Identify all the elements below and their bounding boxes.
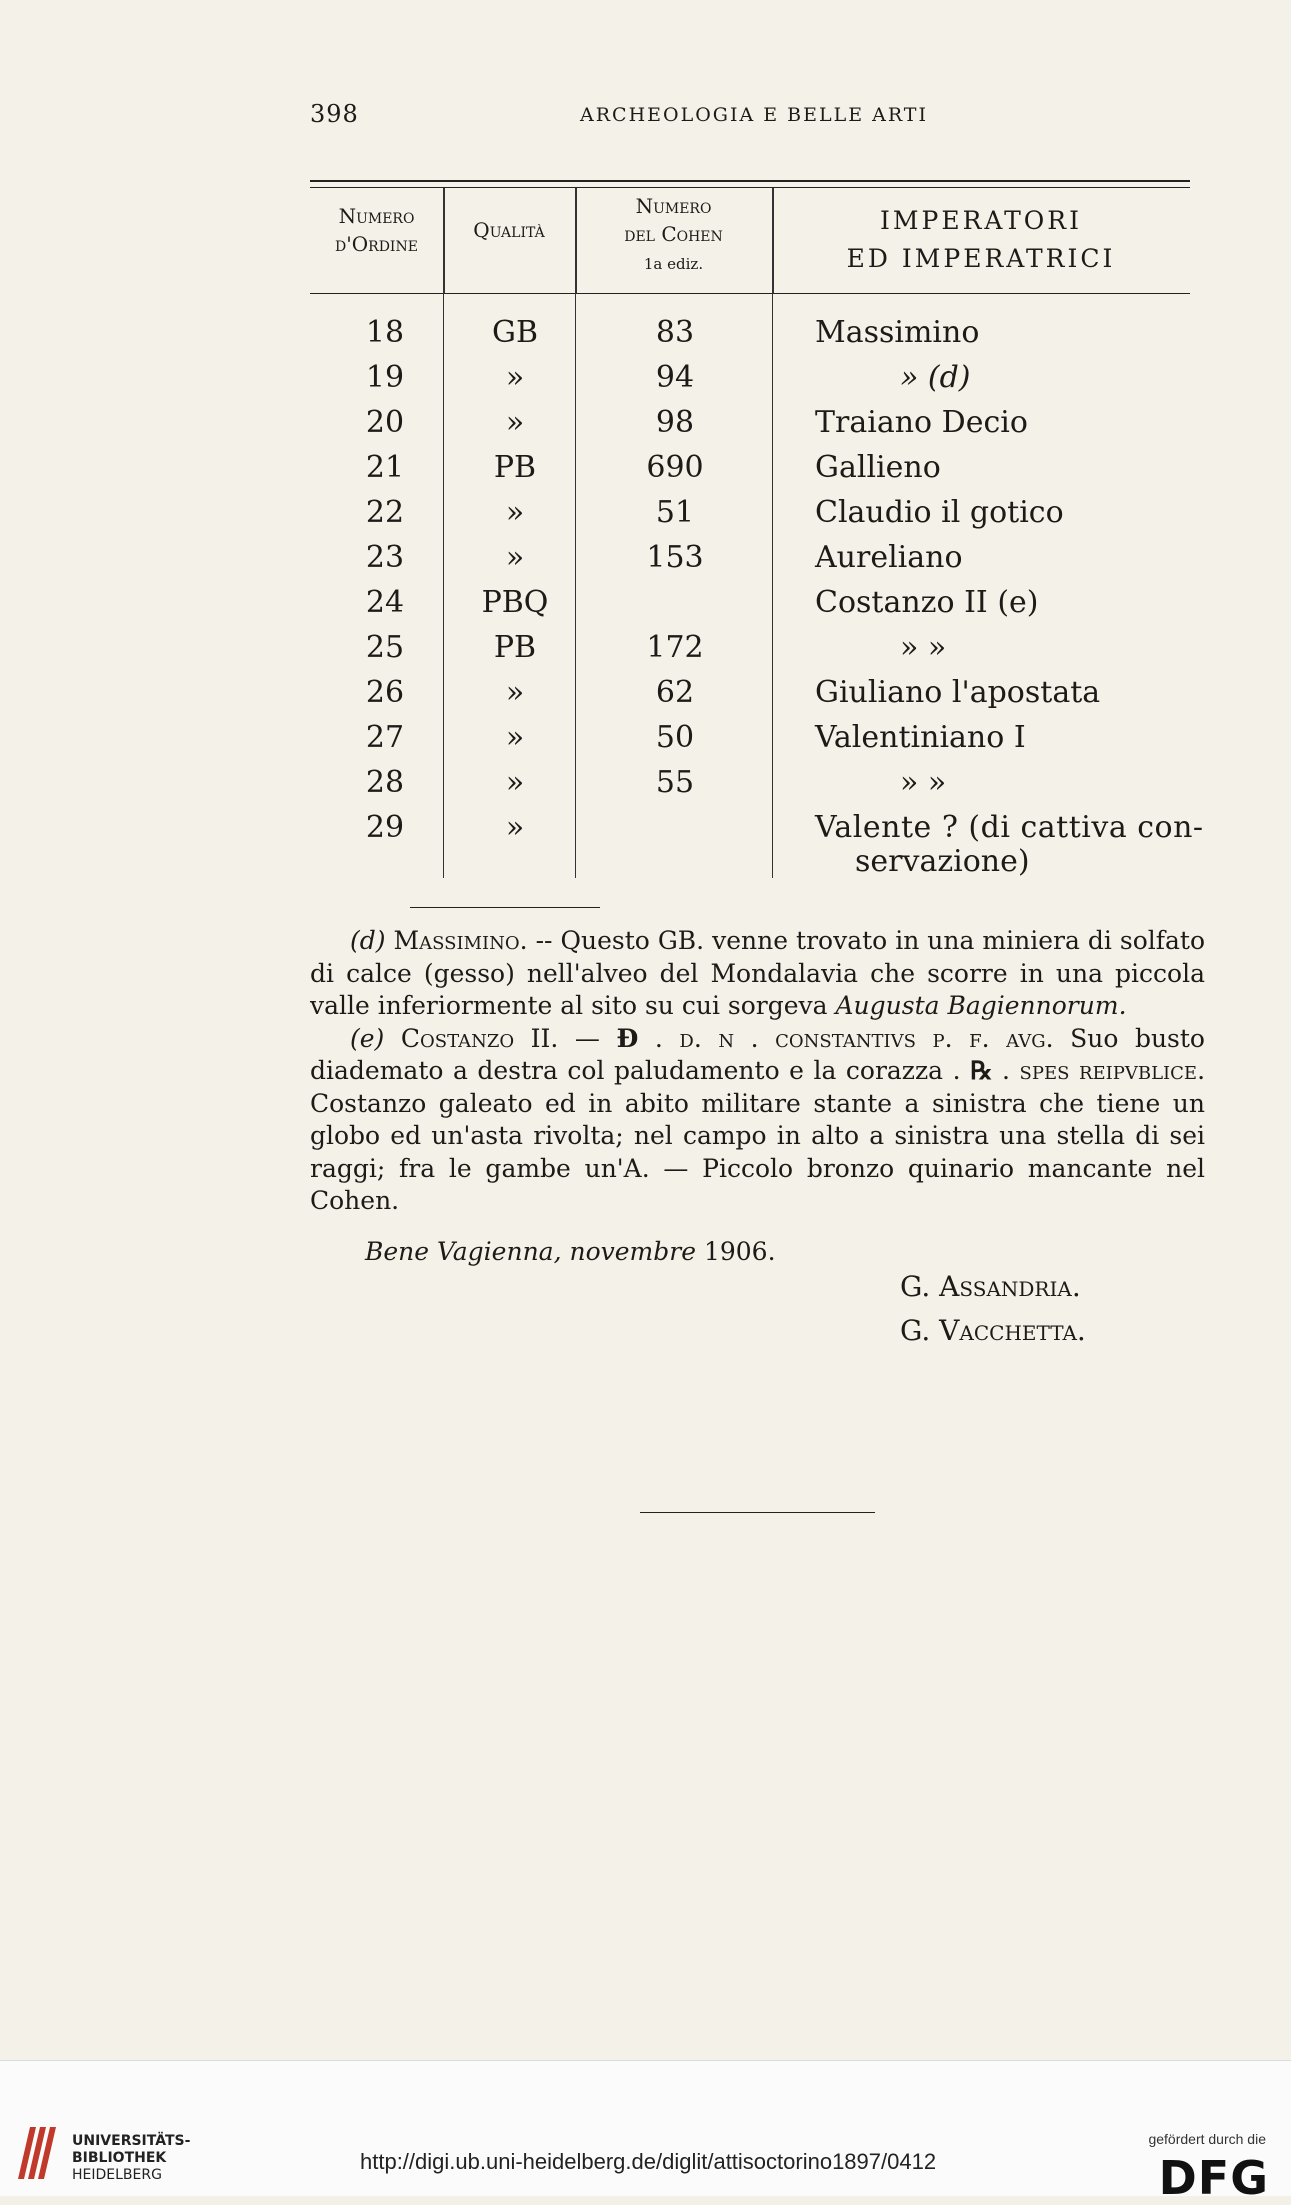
viewer-footer xyxy=(0,2060,1291,2205)
table-top-rule xyxy=(310,180,1190,182)
table-row: 28 » 55 » » xyxy=(365,765,947,800)
funder-label: gefördert durch die xyxy=(1148,2131,1266,2147)
page-header xyxy=(310,100,1190,140)
end-rule xyxy=(640,1512,875,1513)
signature-vacchetta: G. Vacchetta. xyxy=(900,1314,1086,1347)
table-row: 29 » Valente ? (di cattiva con- servazione) xyxy=(365,810,1204,879)
table-row: 26 » 62 Giuliano l'apostata xyxy=(365,675,1101,710)
footnote-e: (e) Costanzo II. — Đ . d. n . constantivs p. f. avg. Suo busto diademato a destra col paludamento e la corazza . ℞ . spes reipvblice. Costanzo galeato ed in abito militare stante a sinistra che tiene un globo ed un'asta rivolta; nel campo in alto a sinistra una stella di sei raggi; fra le gambe un'A. — Piccolo bronzo quinario mancante nel Cohen. xyxy=(310,1023,1206,1215)
date-line: Bene Vagienna, novembre 1906. xyxy=(365,1236,776,1266)
library-name: UNIVERSITÄTS- BIBLIOTHEK HEIDELBERG xyxy=(72,2133,191,2183)
coin-table xyxy=(310,180,1204,885)
table-row: 25 PB 172 » » xyxy=(365,630,947,665)
signatures xyxy=(900,1265,1086,1353)
signature-assandria: G. Assandria. xyxy=(900,1270,1081,1303)
table-row: 27 » 50 Valentiniano I xyxy=(365,720,1026,755)
col-header-numero: Numero d'Ordine xyxy=(335,204,418,256)
table-row: 18 GB 83 Massimino xyxy=(365,315,980,350)
table-row: 24 PBQ Costanzo II (e) xyxy=(365,585,1039,620)
notes-separator xyxy=(410,907,600,908)
running-head: ARCHEOLOGIA E BELLE ARTI xyxy=(580,104,928,126)
table-row: 20 » 98 Traiano Decio xyxy=(365,405,1028,440)
dfg-logo: DFG xyxy=(1158,2151,1269,2205)
col-header-qualita: Qualità xyxy=(473,218,545,242)
col-header-cohen: Numero del Cohen 1a ediz. xyxy=(624,194,723,273)
footnote-d: (d) Massimino. -- Questo GB. venne trovato in una miniera di solfato di calce (gesso) nell'alveo del Mondalavia che scorre in una piccola valle inferiormente al sito su cui sorgeva Augusta Bagiennorum. xyxy=(310,926,1206,1020)
table-header-rule xyxy=(310,293,1190,294)
page-number: 398 xyxy=(310,100,359,128)
table-row: 23 » 153 Aureliano xyxy=(365,540,963,575)
table-row: 22 » 51 Claudio il gotico xyxy=(365,495,1064,530)
university-library-logo-icon xyxy=(12,2121,60,2183)
table-top-rule-2 xyxy=(310,187,1190,188)
table-row: 19 » 94 » (d) xyxy=(365,360,971,395)
permalink-url[interactable]: http://digi.ub.uni-heidelberg.de/diglit/attisoctorino1897/0412 xyxy=(360,2149,937,2174)
table-row: 21 PB 690 Gallieno xyxy=(365,450,941,485)
footnotes xyxy=(310,925,1205,1268)
col-header-imperatori: IMPERATORI ED IMPERATRICI xyxy=(846,206,1116,273)
